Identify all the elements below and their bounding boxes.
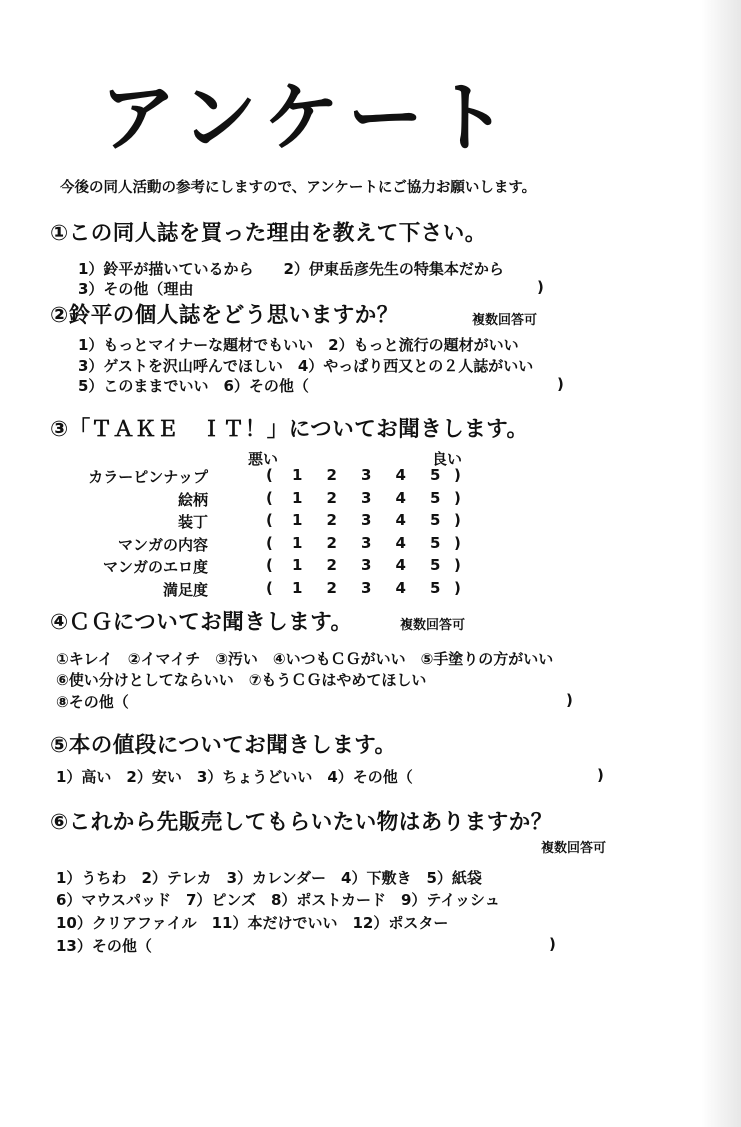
rating-option-4[interactable]: 4: [395, 488, 406, 507]
rating-bad-label: 悪い: [248, 450, 279, 468]
q2-options-line1: 1）もっとマイナーな題材でもいい 2）もっと流行の題材がいい: [78, 336, 519, 354]
q4-options-line2: ⑥使い分けとしてならいい ⑦もうＣＧはやめてほしい: [56, 671, 427, 689]
rating-option-2[interactable]: 2: [326, 533, 337, 552]
q6-multiple-answer-note: 複数回答可: [541, 841, 607, 856]
rating-option-1[interactable]: 1: [292, 578, 303, 597]
rating-close-paren: ): [454, 466, 461, 484]
rating-open-paren: (: [266, 488, 273, 507]
q3-heading: ③「ＴＡＫＥ ＩＴ！」についてお聞きします。: [50, 417, 529, 442]
rating-option-5[interactable]: 5: [430, 488, 441, 507]
rating-item-label: 満足度: [162, 580, 208, 599]
q5-close-paren: ): [597, 766, 604, 784]
rating-option-2[interactable]: 2: [326, 466, 337, 484]
rating-option-3[interactable]: 3: [361, 488, 372, 507]
rating-option-2[interactable]: 2: [326, 556, 337, 574]
q6-options-line4: 13）その他（: [56, 937, 152, 955]
q4-options-line3: ⑧その他（: [56, 693, 129, 711]
q2-options-line3: 5）このままでいい 6）その他（: [78, 377, 309, 395]
rating-option-4[interactable]: 4: [395, 511, 406, 529]
rating-option-5[interactable]: 5: [430, 556, 441, 574]
q1-options-line1: 1）鈴平が描いているから 2）伊東岳彦先生の特集本だから: [78, 260, 504, 278]
q6-heading: ⑥これから先販売してもらいたい物はありますか？: [50, 810, 553, 835]
rating-open-paren: (: [266, 533, 273, 552]
rating-option-5[interactable]: 5: [430, 578, 441, 597]
rating-option-1[interactable]: 1: [292, 533, 303, 552]
rating-option-5[interactable]: 5: [430, 511, 441, 529]
q4-options-line1: ①キレイ ②イマイチ ③汚い ④いつもＣＧがいい ⑤手塗りの方がいい: [56, 650, 554, 668]
q4-heading: ④ＣＧについてお聞きします。: [50, 610, 353, 635]
rating-item-label: マンガのエロ度: [102, 558, 208, 576]
rating-option-1[interactable]: 1: [292, 466, 303, 484]
rating-option-4[interactable]: 4: [395, 533, 406, 552]
rating-option-3[interactable]: 3: [361, 578, 372, 597]
rating-open-paren: (: [266, 578, 273, 597]
q4-close-paren: ): [566, 691, 573, 709]
q2-options-line2: 3）ゲストを沢山呼んでほしい 4）やっぱり西又との２人誌がいい: [78, 357, 534, 375]
rating-item-label: 装丁: [177, 513, 208, 531]
intro-text: 今後の同人活動の参考にしますので、アンケートにご協力お願いします。: [60, 180, 537, 196]
rating-option-5[interactable]: 5: [430, 466, 441, 484]
rating-item-label: マンガの内容: [117, 535, 208, 554]
rating-option-1[interactable]: 1: [292, 556, 303, 574]
rating-close-paren: ): [454, 578, 461, 597]
rating-option-4[interactable]: 4: [395, 466, 406, 484]
rating-close-paren: ): [454, 533, 461, 552]
q4-multiple-answer-note: 複数回答可: [400, 618, 466, 633]
rating-option-4[interactable]: 4: [395, 578, 406, 597]
q6-close-paren: ): [549, 935, 556, 953]
rating-option-3[interactable]: 3: [361, 511, 372, 529]
q6-options-line2: 6）マウスパッド 7）ピンズ 8）ポストカード 9）テイッシュ: [56, 891, 500, 909]
rating-option-5[interactable]: 5: [430, 533, 441, 552]
rating-option-3[interactable]: 3: [361, 533, 372, 552]
rating-open-paren: (: [266, 466, 273, 484]
q1-options-line2: 3）その他（理由: [78, 280, 194, 298]
rating-option-1[interactable]: 1: [292, 488, 303, 507]
rating-option-4[interactable]: 4: [395, 556, 406, 574]
rating-close-paren: ): [454, 556, 461, 574]
q2-heading: ②鈴平の個人誌をどう思いますか？: [50, 303, 399, 328]
page-title: アンケート: [100, 73, 516, 162]
rating-option-2[interactable]: 2: [326, 578, 337, 597]
rating-option-3[interactable]: 3: [361, 556, 372, 574]
q1-close-paren: ): [537, 278, 544, 296]
q5-heading: ⑤本の値段についてお聞きします。: [50, 733, 397, 758]
q2-multiple-answer-note: 複数回答可: [472, 313, 538, 328]
q6-options-line1: 1）うちわ 2）テレカ 3）カレンダー 4）下敷き 5）紙袋: [56, 869, 482, 887]
page-edge-shadow: [701, 0, 741, 1127]
q6-options-line3: 10）クリアファイル 11）本だけでいい 12）ポスター: [56, 914, 449, 932]
q2-close-paren: ): [557, 375, 564, 393]
q5-options-line1: 1）高い 2）安い 3）ちょうどいい 4）その他（: [56, 768, 413, 786]
rating-option-3[interactable]: 3: [361, 466, 372, 484]
rating-item-label: カラーピンナップ: [88, 468, 208, 486]
rating-item-label: 絵柄: [177, 490, 208, 509]
rating-option-2[interactable]: 2: [326, 511, 337, 529]
rating-close-paren: ): [454, 511, 461, 529]
rating-close-paren: ): [454, 488, 461, 507]
rating-option-1[interactable]: 1: [292, 511, 303, 529]
rating-open-paren: (: [266, 556, 273, 574]
q1-heading: ①この同人誌を買った理由を教えて下さい。: [50, 221, 487, 246]
rating-open-paren: (: [266, 511, 273, 529]
rating-option-2[interactable]: 2: [326, 488, 337, 507]
rating-good-label: 良い: [432, 450, 463, 468]
